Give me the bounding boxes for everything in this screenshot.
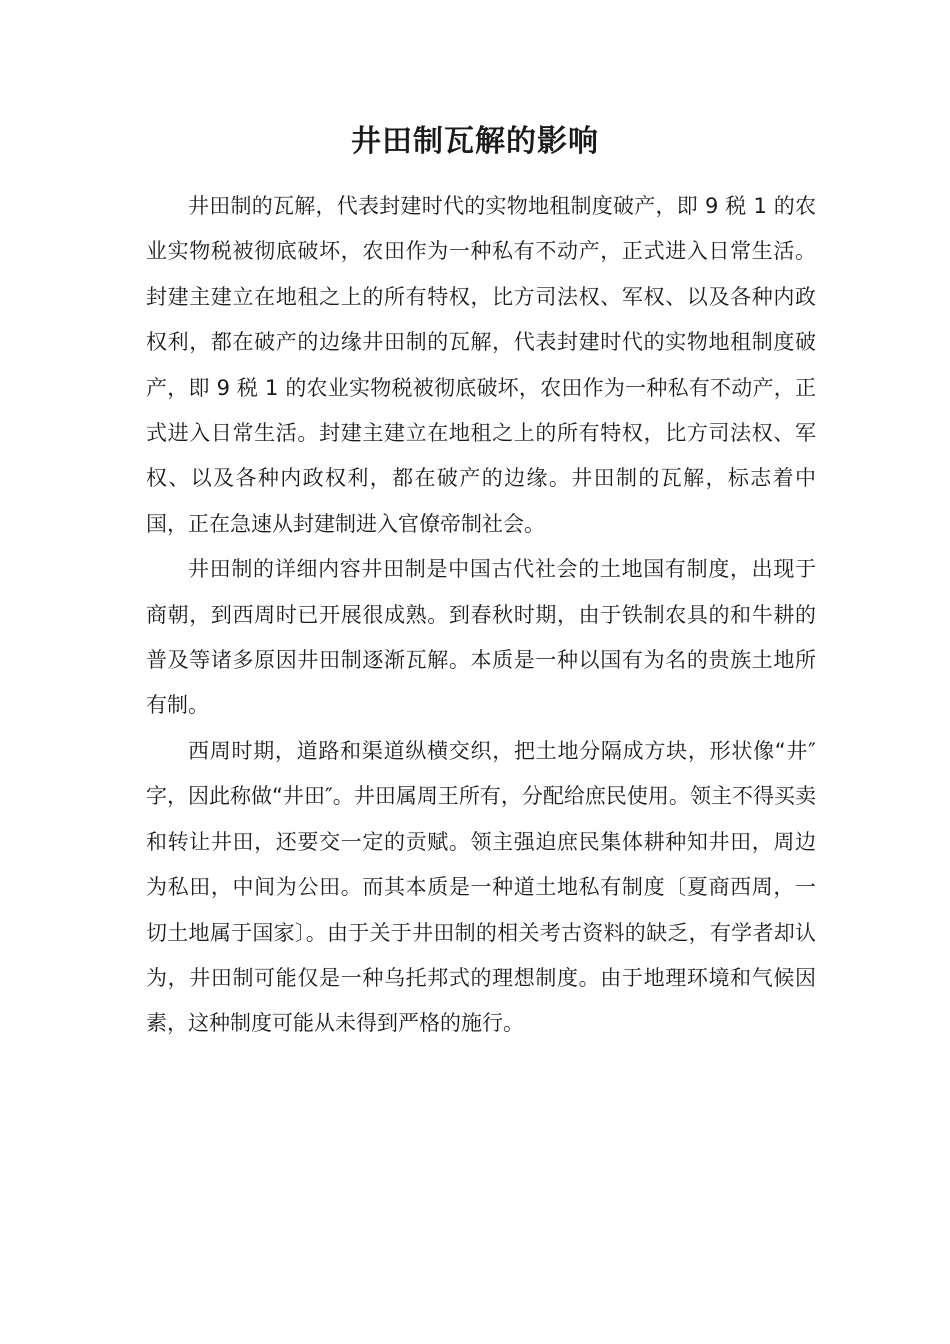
document-title: 井田制瓦解的影响 xyxy=(351,124,599,159)
paragraph-3: 西周时期，道路和渠道纵横交织，把土地分隔成方块，形状像“井″字，因此称做“井田″。井田属周王所有，分配给庶民使用。领主不得买卖和转让井田，还要交一定的贡赋。领主强迫庶民集体耕种知井田，周边为私田，中间为公田。而其本质是一种道土地私有制度〔夏商西周，一切土地属于国家〕。由于关于井田制的相关考古资料的缺乏，有学者却认为，井田制可能仅是一种乌托邦式的理想制度。由于地理环境和气候因素，这种制度可能从未得到严格的施行。 xyxy=(146,738,816,1036)
document-body xyxy=(146,184,816,1047)
paragraph-2: 井田制的详细内容井田制是中国古代社会的土地国有制度，出现于商朝，到西周时已开展很成熟。到春秋时期，由于铁制农具的和牛耕的普及等诸多原因井田制逐渐瓦解。本质是一种以国有为名的贵族土地所有制。 xyxy=(146,557,816,718)
paragraph-1: 井田制的瓦解，代表封建时代的实物地租制度破产，即 9 税 1 的农业实物税被彻底破坏，农田作为一种私有不动产，正式进入日常生活。封建主建立在地租之上的所有特权，比方司法权、军权、以及各种内政权利，都在破产的边缘井田制的瓦解，代表封建时代的实物地租制度破产，即 9 税 1 的农业实物税被彻底破坏，农田作为一种私有不动产，正式进入日常生活。封建主建立在地租之上的所有特权，比方司法权、军权、以及各种内政权利，都在破产的边缘。井田制的瓦解，标志着中国，正在急速从封建制进入官僚帝制社会。 xyxy=(146,194,816,536)
